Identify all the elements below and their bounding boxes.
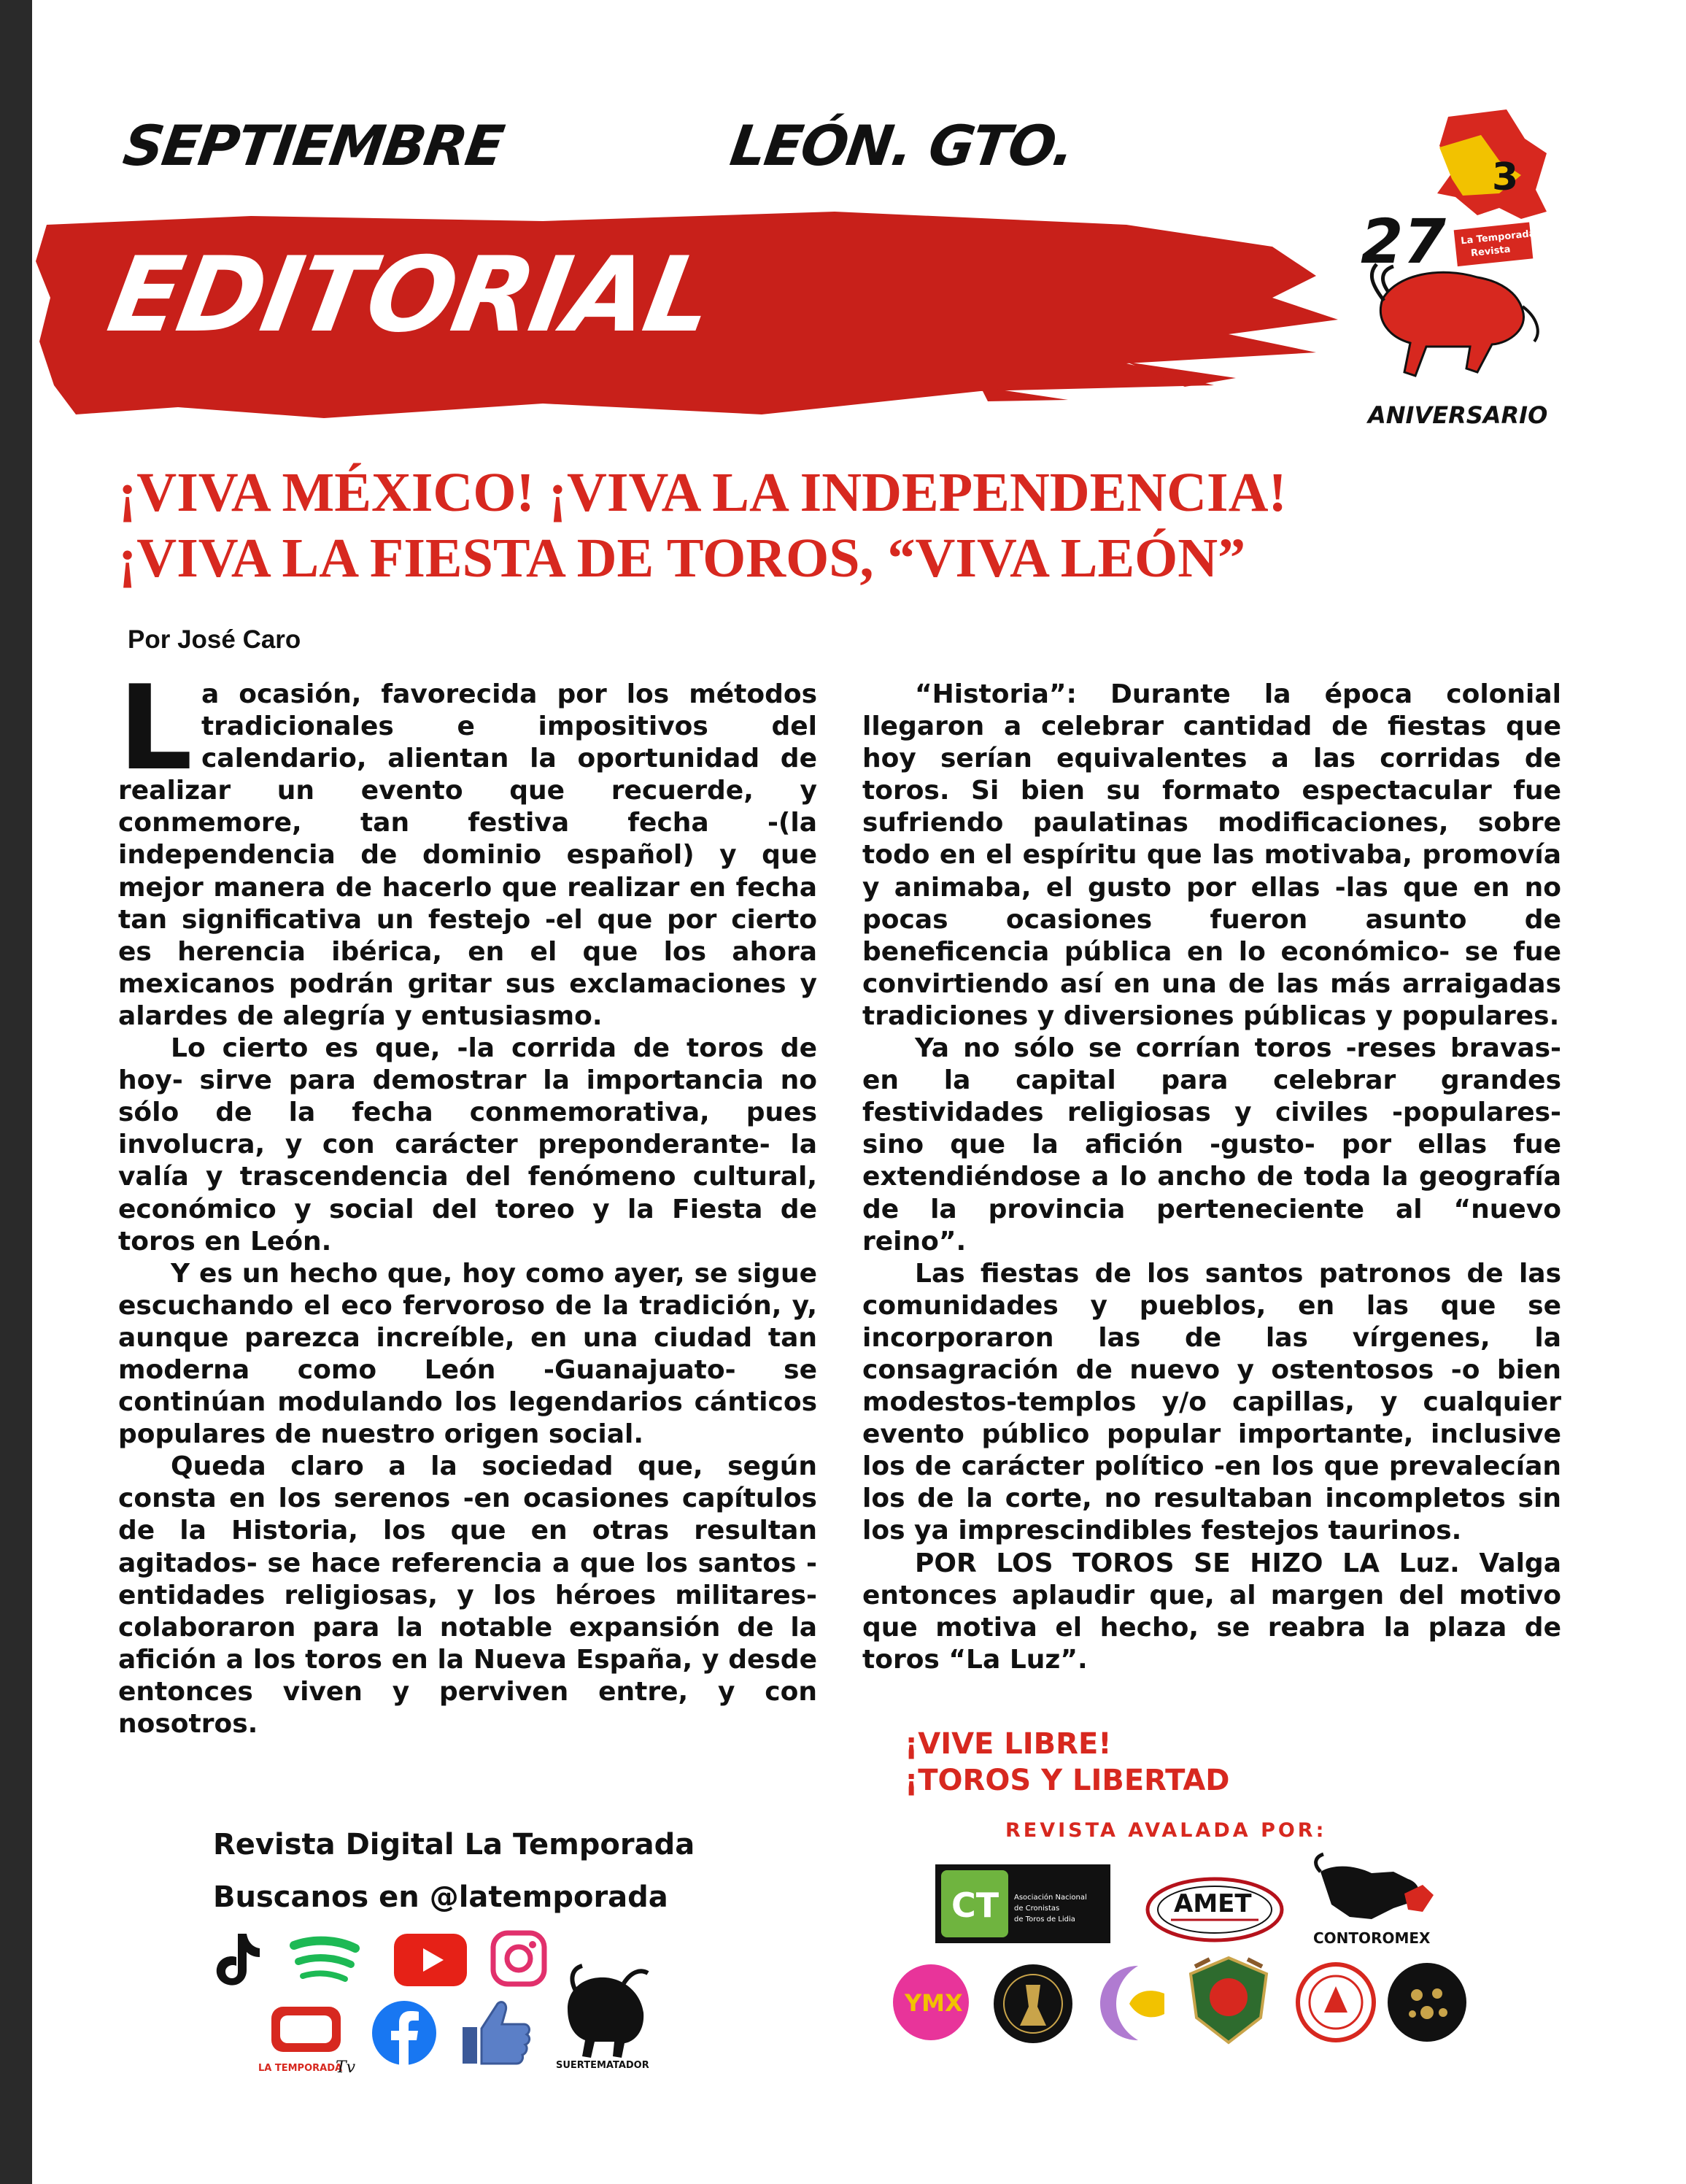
sponsor-line-3: de Toros de Lidia xyxy=(1014,1915,1075,1923)
slogan xyxy=(905,1726,1230,1799)
amet-text: AMET xyxy=(1174,1889,1252,1918)
bull-caption: SUERTEMATADOR xyxy=(556,2060,649,2071)
badge-tag-line-1: La Temporada xyxy=(1460,228,1536,247)
page-number: 3 xyxy=(1492,155,1519,199)
spotify-icon[interactable] xyxy=(288,1932,361,1987)
anniversary-badge xyxy=(1353,109,1550,438)
seal-logo-3 xyxy=(1386,1961,1468,2043)
paragraph: Ya no sólo se corrían toros -reses bravas- en la capital para celebrar grandes festividades religiosas y civiles -populares- sino que la afición -gusto- por ellas fue extendiéndose a lo ancho de toda la geografía de la provincia perteneciente al “nuevo reino”. xyxy=(862,1033,1561,1257)
paragraph: Las fiestas de los santos patronos de las comunidades y pueblos, en las que se incorporaron las de las vírgenes, la consagración de nuevo y ostentosos -o bien modestos-templos y/o capillas, y cualquier evento público popular importante, inclusive los de carácter político -en los que prevalecían los de la corte, no resultaban incompletos sin los ya imprescindibles festejos taurinos. xyxy=(862,1258,1561,1546)
ct-mark: CT xyxy=(951,1886,999,1925)
instagram-icon[interactable] xyxy=(490,1930,547,1987)
paragraph: Y es un hecho que, hoy como ayer, se sigue escuchando el eco fervoroso de la tradición, y, aunque parezca increíble, en una ciudad tan moderna como León -Guanajuato- se continúan modulando los legendarios cánticos populares de nuestro origen social. xyxy=(118,1258,817,1450)
tiktok-icon[interactable] xyxy=(212,1930,263,1988)
ymx-logo xyxy=(892,1963,970,2042)
paragraph: POR LOS TOROS SE HIZO LA Luz. Valga entonces aplaudir que, al margen del motivo que motiva el hecho, se reabra la plaza de toros “La Luz”. xyxy=(862,1548,1561,1675)
paragraph: Queda claro a la sociedad que, según consta en los serenos -en ocasiones capítulos de la Historia, los que en otras resultan agitados- se hace referencia a que los santos -entidades religiosas, y los héroes militares- colaboraron para la notable expansión de la afición a los toros en la Nueva España, y desde entonces viven y perviven entre, y con nosotros. xyxy=(118,1451,817,1739)
ymx-text: YMX xyxy=(905,1989,963,2017)
header-city: LEÓN. GTO. xyxy=(726,113,1078,178)
tv-caption: LA TEMPORADA xyxy=(258,2063,343,2074)
page-binding-edge xyxy=(0,0,32,2184)
contoromex-logo xyxy=(1299,1850,1445,1948)
sponsor-line-2: de Cronistas xyxy=(1014,1905,1060,1913)
byline: Por José Caro xyxy=(128,625,301,654)
amet-logo xyxy=(1142,1872,1288,1945)
badge-label: ANIVERSARIO xyxy=(1368,401,1548,429)
moon-logo xyxy=(1094,1961,1175,2043)
escudo-logo xyxy=(1180,1952,1277,2047)
bull-icon xyxy=(1372,264,1537,376)
like-icon[interactable] xyxy=(460,1998,533,2067)
badge-number: 27 xyxy=(1361,206,1446,277)
article-column-right xyxy=(862,679,1561,1676)
headline-line-2: ¡VIVA LA FIESTA DE TOROS, “VIVA LEÓN” xyxy=(118,528,1246,589)
section-title-editorial: EDITORIAL xyxy=(100,235,721,355)
cronistas-logo xyxy=(935,1864,1110,1943)
suerte-matador-icon[interactable] xyxy=(554,1932,657,2071)
seal-logo-1 xyxy=(992,1963,1074,2045)
slogan-line-2: ¡TOROS Y LIBERTAD xyxy=(905,1764,1230,1797)
tv-script: Tv xyxy=(336,2058,356,2077)
magazine-handle: Buscanos en @latemporada xyxy=(213,1880,668,1914)
la-temporada-tv-icon[interactable] xyxy=(257,1999,366,2080)
paragraph: Lo cierto es que, -la corrida de toros de hoy- sirve para demostrar la importancia no sólo de la fecha conmemorativa, pues involucra, y con carácter preponderante- la valía y trascendencia del fenómeno cultural, económico y social del toreo y la Fiesta de toros en León. xyxy=(118,1033,817,1257)
drop-cap: L xyxy=(118,660,193,796)
article-headline xyxy=(118,460,1577,591)
youtube-icon[interactable] xyxy=(394,1934,467,1986)
badge-tag-line-2: Revista xyxy=(1470,244,1512,260)
sponsor-line-1: Asociación Nacional xyxy=(1014,1894,1087,1902)
seal-logo-2 xyxy=(1295,1961,1377,2043)
headline-line-1: ¡VIVA MÉXICO! ¡VIVA LA INDEPENDENCIA! xyxy=(118,462,1287,523)
magazine-promo xyxy=(213,1818,695,1923)
paragraph: “Historia”: Durante la época colonial llegaron a celebrar cantidad de fiestas que hoy serían equivalentes a las corridas de toros. Si bien su formato espectacular fue sufriendo paulatinas modificaciones, sobre todo en el espíritu que las motivaba, promovía y animaba, el gusto por ellas -las que en no pocas ocasiones fueron asunto de beneficencia pública en lo económico- se fue convirtiendo así en una de las más arraigadas tradiciones y diversiones públicas y populares. xyxy=(862,679,1561,1031)
endorsed-by-title: REVISTA AVALADA POR: xyxy=(1005,1819,1327,1842)
header-month: SEPTIEMBRE xyxy=(119,113,507,178)
paragraph: La ocasión, favorecida por los métodos tradicionales e impositivos del calendario, alientan la oportunidad de realizar un evento que recuerde, y conmemore, tan festiva fecha -(la independencia de dominio español) y que mejor manera de hacerlo que realizar en fecha tan significativa un festejo -el que por cierto es herencia ibérica, en el que los ahora mexicanos podrán gritar sus exclamaciones y alardes de alegría y entusiasmo. xyxy=(118,660,817,1031)
facebook-icon[interactable] xyxy=(371,1999,438,2067)
magazine-name: Revista Digital La Temporada xyxy=(213,1828,695,1861)
contoromex-text: CONTOROMEX xyxy=(1313,1929,1431,1947)
article-column-left xyxy=(118,660,817,1740)
slogan-line-1: ¡VIVE LIBRE! xyxy=(905,1727,1112,1761)
